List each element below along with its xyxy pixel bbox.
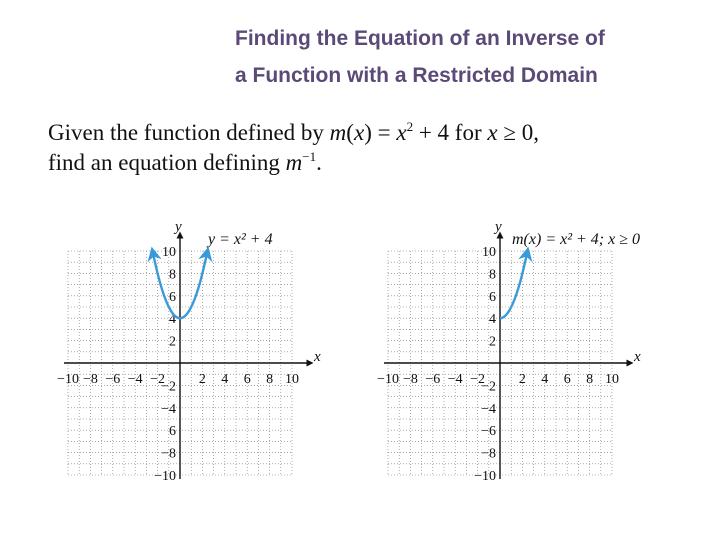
x-tick-label: 8 xyxy=(586,372,594,387)
x-tick-label: 6 xyxy=(563,372,571,387)
equation-label: m(x) = x² + 4; x ≥ 0 xyxy=(512,231,641,248)
x-tick-label: −6 xyxy=(425,372,441,387)
y-tick-label: −8 xyxy=(481,446,496,462)
domain-variable: x xyxy=(487,120,498,145)
equals-sign: = xyxy=(377,120,391,145)
inverse-superscript: −1 xyxy=(302,149,317,164)
function-curve xyxy=(500,254,527,319)
x-tick-label: 8 xyxy=(266,372,274,387)
y-tick-label: 2 xyxy=(169,334,176,350)
y-tick-label: −10 xyxy=(474,469,496,484)
y-tick-label: −4 xyxy=(161,401,176,417)
problem-text-3: find an equation defining xyxy=(48,150,280,175)
x-tick-label: −2 xyxy=(150,372,166,387)
title-line-2: a Function with a Restricted Domain xyxy=(235,64,598,87)
function-variable: x xyxy=(396,120,407,145)
y-tick-label: 8 xyxy=(169,267,176,283)
x-tick-label: 2 xyxy=(518,372,526,387)
title-line-1: Finding the Equation of an Inverse of xyxy=(235,27,605,50)
domain-condition: ≥ 0, xyxy=(503,120,539,145)
y-tick-label: 6 xyxy=(489,289,496,305)
y-axis-label: y xyxy=(175,220,182,235)
x-tick-label: −4 xyxy=(447,372,463,387)
y-tick-label: 6 xyxy=(169,289,176,305)
x-axis-label: x xyxy=(634,349,641,365)
y-tick-label: −4 xyxy=(481,401,496,417)
graph-unrestricted xyxy=(40,220,340,495)
x-tick-label: 6 xyxy=(243,372,251,387)
equation-label: y = x² + 4 xyxy=(208,231,273,248)
y-tick-label: 2 xyxy=(489,334,496,350)
problem-text-2: for xyxy=(454,120,482,145)
y-tick-label: 4 xyxy=(169,312,176,328)
y-tick-label: −2 xyxy=(481,379,496,395)
y-tick-label: 10 xyxy=(482,245,496,260)
x-tick-label: −6 xyxy=(105,372,121,387)
problem-text-1: Given the function defined by xyxy=(48,120,324,145)
inverse-function-name: m xyxy=(285,150,303,175)
x-tick-label: −2 xyxy=(470,372,486,387)
x-axis-label: x xyxy=(314,349,321,365)
y-tick-label: 10 xyxy=(162,245,176,260)
slide-title xyxy=(235,20,705,94)
x-tick-label: −4 xyxy=(127,372,143,387)
y-axis-label: y xyxy=(495,220,502,235)
y-tick-label: 8 xyxy=(489,267,496,283)
y-tick-label: 6 xyxy=(169,424,176,440)
x-tick-label: 4 xyxy=(541,372,549,387)
x-tick-label: 2 xyxy=(198,372,206,387)
x-tick-label: 10 xyxy=(605,372,619,387)
x-tick-label: −8 xyxy=(402,372,418,387)
x-tick-label: −8 xyxy=(82,372,98,387)
exponent: 2 xyxy=(406,119,414,134)
x-tick-label: 4 xyxy=(221,372,229,387)
y-tick-label: −2 xyxy=(161,379,176,395)
constant-term: + 4 xyxy=(418,120,450,145)
x-tick-label: −10 xyxy=(377,372,399,387)
y-tick-label: −8 xyxy=(161,446,176,462)
problem-statement: Given the function defined by $m(x) = x^2 + 4$ for x ≥ 0, find an equation defining $m^{-1}$. xyxy=(48,119,539,175)
y-tick-label: 4 xyxy=(489,312,496,328)
x-tick-label: 10 xyxy=(285,372,299,387)
x-tick-label: −10 xyxy=(57,372,79,387)
function-name: m xyxy=(329,120,347,145)
period: . xyxy=(316,150,322,175)
y-tick-label: −10 xyxy=(154,469,176,484)
graph-restricted xyxy=(362,220,682,495)
y-tick-label: −6 xyxy=(481,424,496,440)
function-variable: x xyxy=(353,120,365,145)
